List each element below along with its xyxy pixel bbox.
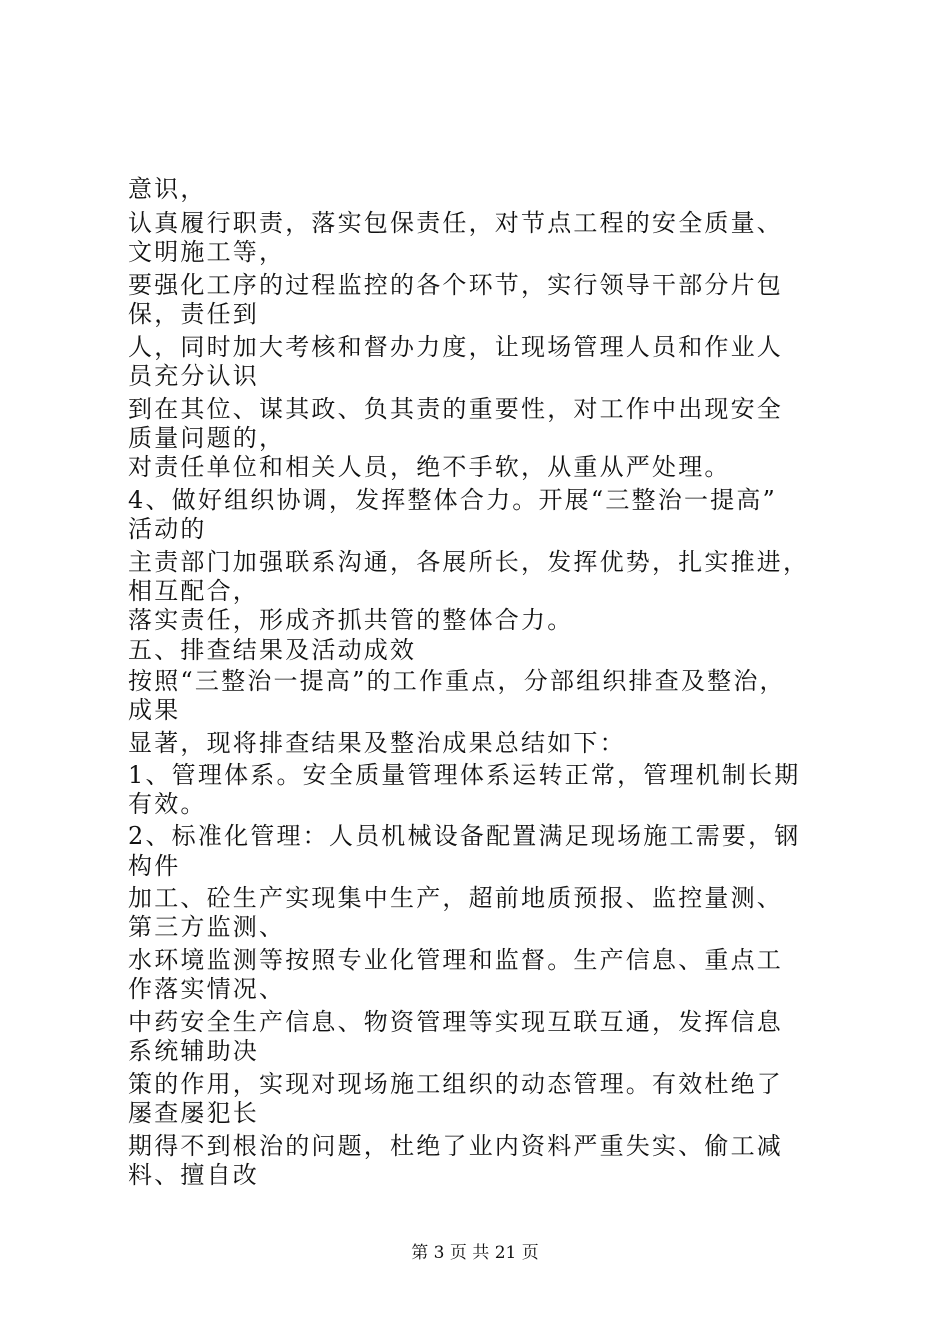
body-text-line: 显著，现将排查结果及整治成果总结如下： <box>128 729 626 757</box>
body-text-line: 意识， <box>128 175 207 203</box>
body-text-line: 保，责任到 <box>128 300 259 328</box>
body-text-line: 第三方监测、 <box>128 913 286 941</box>
body-text-line: 构件 <box>128 852 181 880</box>
body-text-line: 主责部门加强联系沟通，各展所长，发挥优势，扎实推进， <box>128 548 810 576</box>
body-text-line: 按照“三整治一提高”的工作重点，分部组织排查及整治， <box>128 667 786 695</box>
body-text-line: 中药安全生产信息、物资管理等实现互联互通，发挥信息 <box>128 1008 783 1036</box>
body-text-line: 认真履行职责，落实包保责任，对节点工程的安全质量、 <box>128 209 783 237</box>
body-text-line: 成果 <box>128 696 181 724</box>
body-text-line: 屡查屡犯长 <box>128 1099 259 1127</box>
body-text-line: 对责任单位和相关人员，绝不手软，从重从严处理。 <box>128 453 731 481</box>
body-text-line: 到在其位、谋其政、负其责的重要性，对工作中出现安全 <box>128 395 783 423</box>
body-text-line: 系统辅助决 <box>128 1037 259 1065</box>
body-text-line: 策的作用，实现对现场施工组织的动态管理。有效杜绝了 <box>128 1070 783 1098</box>
body-text-line: 4、做好组织协调，发挥整体合力。开展“三整治一提高” <box>128 486 778 514</box>
body-text-line: 加工、砼生产实现集中生产，超前地质预报、监控量测、 <box>128 884 783 912</box>
page-number-footer: 第 3 页 共 21 页 <box>411 1243 539 1263</box>
body-text-line: 要强化工序的过程监控的各个环节，实行领导干部分片包 <box>128 271 783 299</box>
body-text-line: 水环境监测等按照专业化管理和监督。生产信息、重点工 <box>128 946 783 974</box>
body-text-line: 2、标准化管理：人员机械设备配置满足现场施工需要，钢 <box>128 822 801 850</box>
section-heading: 五、排查结果及活动成效 <box>128 636 417 664</box>
body-text-line: 有效。 <box>128 790 207 818</box>
body-text-line: 文明施工等， <box>128 238 286 266</box>
body-text-line: 期得不到根治的问题，杜绝了业内资料严重失实、偷工减 <box>128 1132 783 1160</box>
body-text-line: 质量问题的， <box>128 424 286 452</box>
body-text-line: 人，同时加大考核和督办力度，让现场管理人员和作业人 <box>128 333 783 361</box>
body-text-line: 1、管理体系。安全质量管理体系运转正常，管理机制长期 <box>128 761 801 789</box>
body-text-line: 员充分认识 <box>128 362 259 390</box>
body-text-line: 落实责任，形成齐抓共管的整体合力。 <box>128 606 574 634</box>
body-text-line: 作落实情况、 <box>128 975 286 1003</box>
body-text-line: 料、擅自改 <box>128 1161 259 1189</box>
body-text-line: 活动的 <box>128 515 207 543</box>
body-text-line: 相互配合， <box>128 577 259 605</box>
